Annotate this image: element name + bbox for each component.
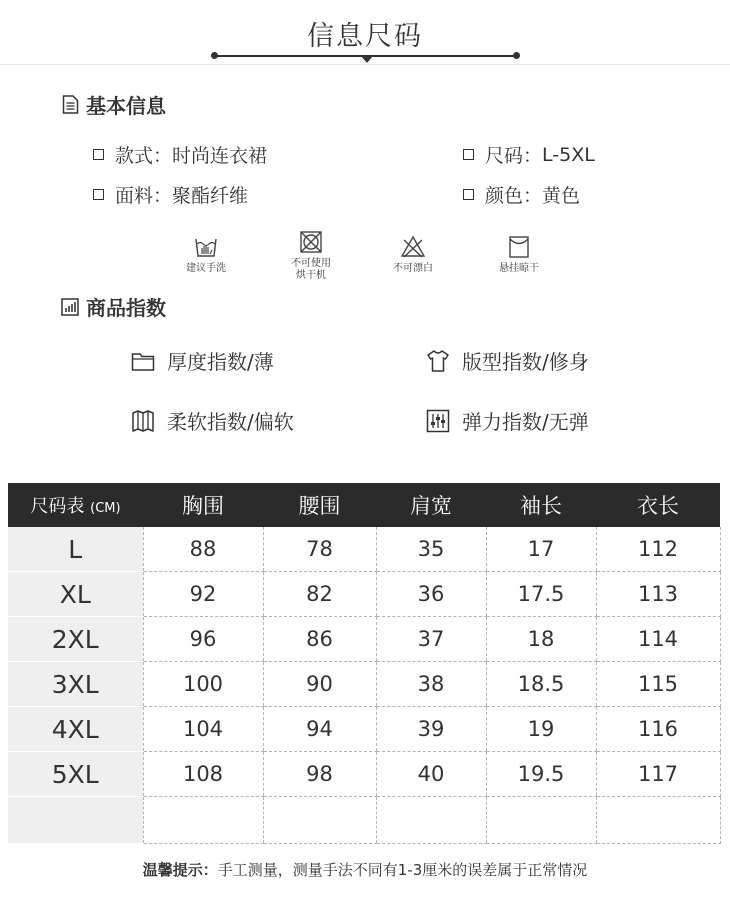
table-cell: 90: [263, 662, 376, 707]
size-table-header-size: [8, 483, 143, 527]
table-row: [8, 707, 720, 752]
table-row: [8, 527, 720, 572]
measurement-note: [0, 859, 730, 880]
no-tumble-dry-icon: [298, 229, 324, 255]
note-label: 温馨提示：: [142, 861, 218, 879]
care-hand-wash: [166, 234, 246, 275]
table-cell: 94: [263, 707, 376, 752]
care-label: 不可漂白: [393, 263, 433, 274]
table-row: [8, 752, 720, 797]
size-table-header: [8, 483, 720, 527]
table-row: [8, 662, 720, 707]
table-row-empty: [8, 797, 720, 844]
spec-label: 尺码: [485, 145, 524, 167]
table-cell: 115: [596, 662, 720, 707]
hand-wash-icon: [193, 234, 219, 260]
spec-fabric: [93, 181, 248, 208]
hang-dry-icon: [506, 234, 532, 260]
spec-separator: ：: [153, 145, 173, 167]
table-cell: 117: [596, 752, 720, 797]
table-cell: 86: [263, 617, 376, 662]
table-cell: 108: [143, 752, 263, 797]
table-cell: 92: [143, 572, 263, 617]
spec-separator: ：: [153, 185, 173, 207]
table-cell: 35: [376, 527, 486, 572]
index-fit: [426, 346, 589, 375]
product-index-heading-text: 商品指数: [86, 296, 166, 320]
spec-separator: ：: [523, 145, 543, 167]
table-cell: 39: [376, 707, 486, 752]
table-cell: 116: [596, 707, 720, 752]
basic-info-heading: [62, 90, 166, 119]
table-cell-empty: [263, 797, 376, 844]
table-cell: 113: [596, 572, 720, 617]
spec-value: 聚酯纤维: [172, 185, 249, 207]
page-title: 信息尺码: [307, 21, 423, 52]
table-cell: 114: [596, 617, 720, 662]
index-thickness: [131, 346, 274, 375]
column-header: 衣长: [596, 483, 720, 527]
table-cell: 98: [263, 752, 376, 797]
checkbox-square-icon: [463, 189, 474, 200]
size-label: 2XL: [8, 617, 143, 662]
spec-value: 黄色: [542, 185, 581, 207]
table-cell: 88: [143, 527, 263, 572]
header-rule: [0, 64, 730, 65]
table-cell: 78: [263, 527, 376, 572]
index-text: 弹力指数/无弹: [462, 410, 589, 434]
index-text: 版型指数/修身: [462, 350, 589, 374]
care-hang-dry: [479, 234, 559, 275]
care-label-line2: 烘干机: [296, 270, 326, 281]
table-cell-empty: [143, 797, 263, 844]
size-table: [8, 483, 721, 844]
care-no-bleach: [373, 234, 453, 275]
column-header: 肩宽: [376, 483, 486, 527]
title-line-dot-right: [513, 52, 520, 59]
size-label: L: [8, 527, 143, 572]
size-table-title: 尺码表: [30, 496, 85, 517]
spec-value: L-5XL: [542, 143, 595, 166]
table-cell: 18: [486, 617, 596, 662]
table-cell-empty: [376, 797, 486, 844]
care-no-dryer: [271, 229, 351, 282]
spec-color: [463, 181, 580, 208]
basic-info-heading-text: 基本信息: [86, 94, 166, 118]
table-cell: 37: [376, 617, 486, 662]
size-label-empty: [8, 797, 143, 844]
table-cell: 36: [376, 572, 486, 617]
spec-value: 时尚连衣裙: [172, 145, 268, 167]
index-text: 厚度指数/薄: [167, 350, 274, 374]
table-cell-empty: [596, 797, 720, 844]
size-label: XL: [8, 572, 143, 617]
table-cell: 18.5: [486, 662, 596, 707]
table-cell: 17.5: [486, 572, 596, 617]
spec-label: 颜色: [485, 185, 524, 207]
fabric-icon: [131, 409, 155, 433]
table-row: [8, 617, 720, 662]
table-cell: 40: [376, 752, 486, 797]
spec-style: [93, 141, 267, 168]
index-text: 柔软指数/偏软: [167, 410, 294, 434]
index-softness: [131, 406, 294, 435]
checkbox-square-icon: [463, 149, 474, 160]
tshirt-icon: [426, 349, 450, 373]
document-icon: [62, 95, 79, 114]
bar-chart-icon: [61, 298, 79, 316]
table-cell: 82: [263, 572, 376, 617]
column-header: 腰围: [263, 483, 376, 527]
column-header: 袖长: [486, 483, 596, 527]
care-label: 悬挂晾干: [499, 263, 539, 274]
index-elasticity: [426, 406, 589, 435]
care-label-line1: 不可使用: [291, 258, 331, 269]
product-index-heading: [61, 292, 166, 321]
column-header: 胸围: [143, 483, 263, 527]
spec-label: 面料: [115, 185, 154, 207]
size-label: 5XL: [8, 752, 143, 797]
spec-separator: ：: [523, 185, 543, 207]
table-cell: 19.5: [486, 752, 596, 797]
table-cell: 100: [143, 662, 263, 707]
title-pointer-icon: [361, 56, 373, 63]
table-cell-empty: [486, 797, 596, 844]
spec-label: 款式: [115, 145, 154, 167]
table-row: [8, 572, 720, 617]
care-label: 建议手洗: [186, 263, 226, 274]
table-cell: 96: [143, 617, 263, 662]
spec-size: [463, 141, 595, 168]
table-cell: 19: [486, 707, 596, 752]
table-cell: 112: [596, 527, 720, 572]
table-cell: 17: [486, 527, 596, 572]
checkbox-square-icon: [93, 149, 104, 160]
size-label: 3XL: [8, 662, 143, 707]
size-label: 4XL: [8, 707, 143, 752]
no-bleach-icon: [400, 234, 426, 260]
note-text: 手工测量，测量手法不同有1-3厘米的误差属于正常情况: [217, 861, 588, 879]
sliders-icon: [426, 409, 450, 433]
checkbox-square-icon: [93, 189, 104, 200]
folder-icon: [131, 350, 155, 372]
table-cell: 104: [143, 707, 263, 752]
size-table-unit: (CM): [90, 501, 121, 516]
table-cell: 38: [376, 662, 486, 707]
